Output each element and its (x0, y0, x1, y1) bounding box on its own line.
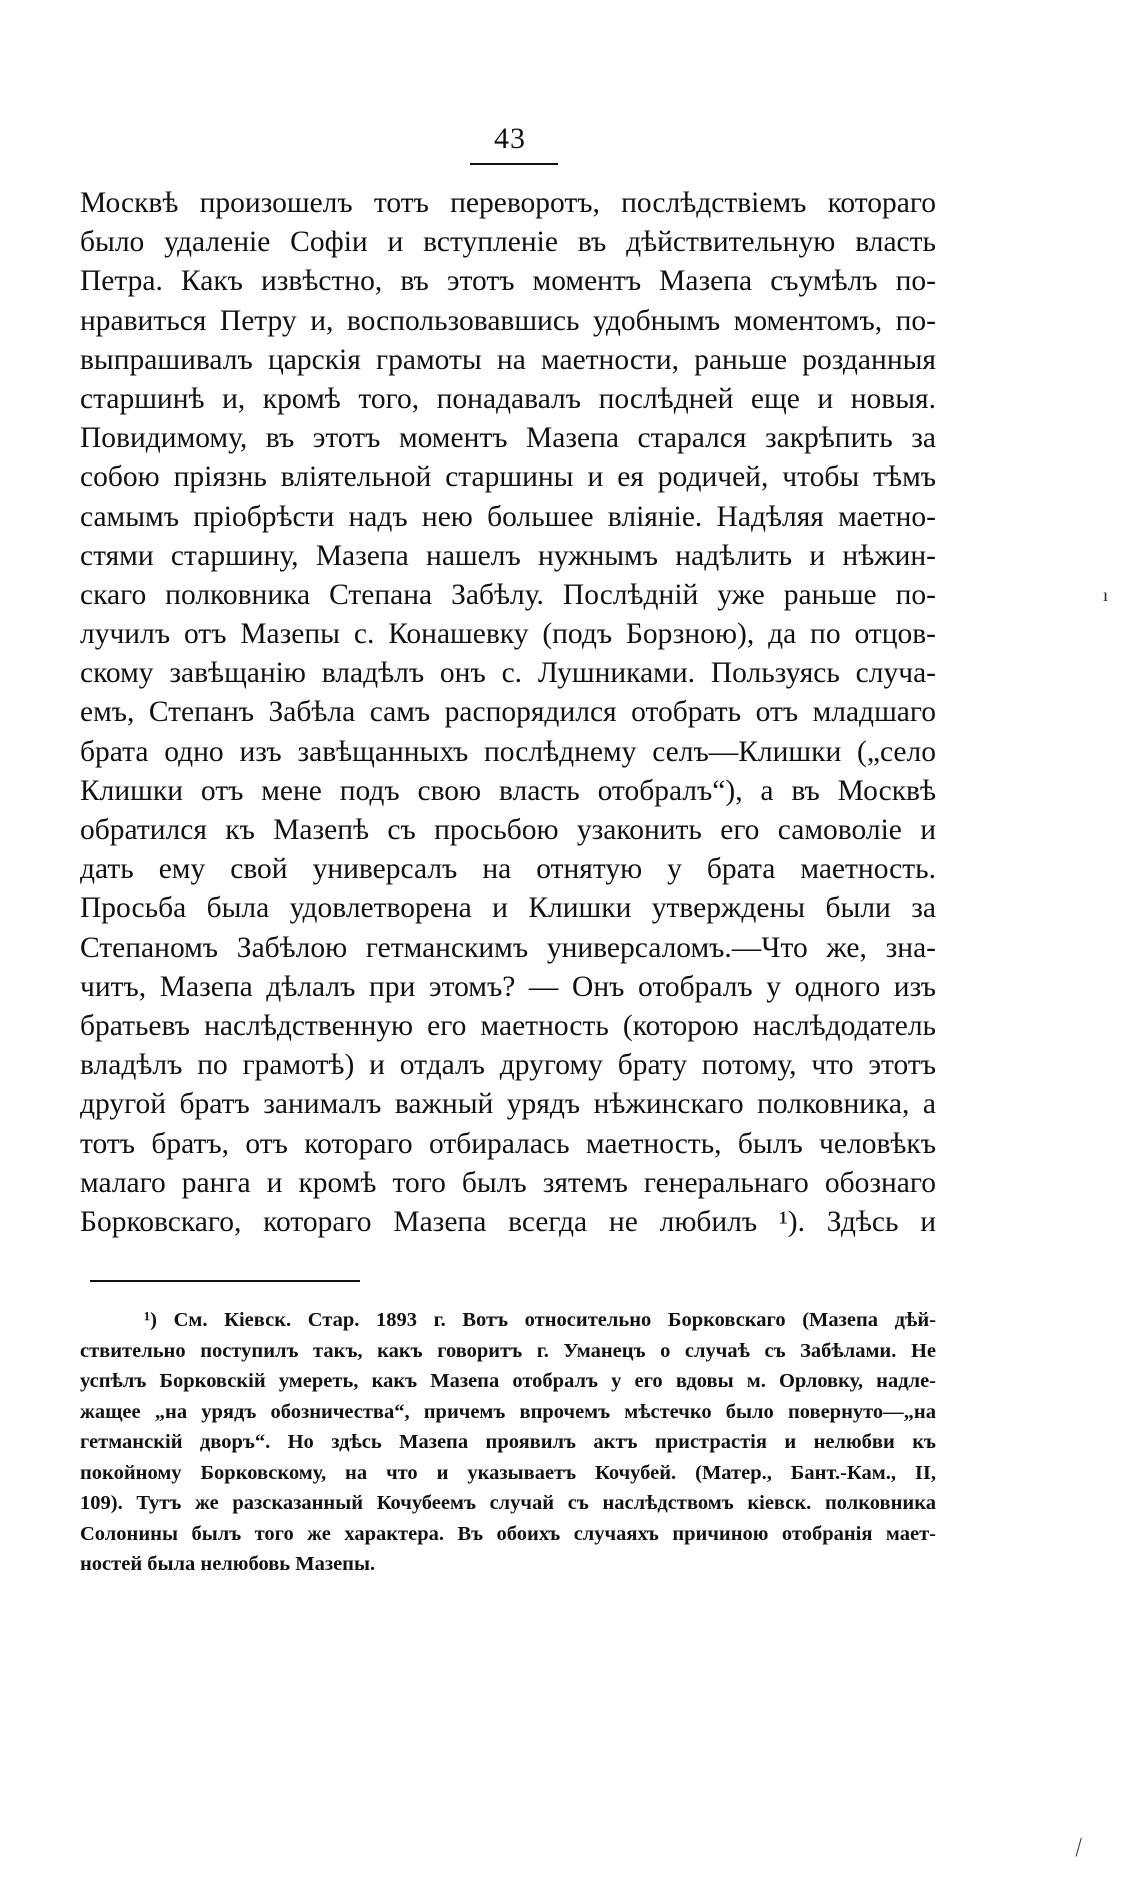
footnote-line: ностей была нелюбовь Мазепы. (80, 1553, 376, 1575)
body-line: емъ, Степанъ Забѣла самъ распорядился отобрать отъ младшаго (80, 696, 936, 729)
body-line: Москвѣ произошелъ тотъ переворотъ, послѣдствіемъ котораго (80, 187, 936, 219)
body-line: читъ, Мазепа дѣлалъ при этомъ? — Онъ отобралъ у одного изъ (80, 970, 936, 1003)
page-number: 43 (494, 122, 526, 155)
body-line: дать ему свой универсалъ на отнятую у брата маетность. (80, 853, 936, 886)
body-line: лучилъ отъ Мазепы с. Конашевку (подъ Борзною), да по отцов- (80, 618, 936, 651)
footnote (80, 1305, 936, 1580)
body-line: тотъ братъ, отъ котораго отбиралась маетность, былъ человѣкъ (80, 1127, 936, 1160)
footnote-line: Солонины былъ того же характера. Въ обоихъ случаяхъ причиною отобранія мает- (80, 1522, 936, 1545)
body-line: Просьба была удовлетворена и Клишки утверждены были за (80, 892, 936, 925)
footnote-line: ствительно поступилъ такъ, какъ говоритъ г. Уманецъ о случаѣ съ Забѣлами. Не (80, 1339, 936, 1362)
body-line: малаго ранга и кромѣ того былъ зятемъ генеральнаго обознаго (80, 1166, 936, 1199)
body-line: скаго полковника Степана Забѣлу. Послѣдній уже раньше по- (80, 578, 936, 611)
body-line: владѣлъ по грамотѣ) и отдалъ другому брату потому, что этотъ (80, 1049, 936, 1082)
footnote-line: ¹) См. Кіевск. Стар. 1893 г. Вотъ относительно Борковскаго (Мазепа дѣй- (144, 1309, 936, 1331)
footnote-separator (90, 1280, 360, 1282)
footnote-line: покойному Борковскому, на что и указываетъ Кочубей. (Матер., Бант.-Кам., II, (80, 1461, 936, 1484)
footnote-line: успѣлъ Борковскій умереть, какъ Мазепа отобралъ у его вдовы м. Орловку, надле- (80, 1370, 936, 1392)
body-line: братьевъ наслѣдственную его маетность (которою наслѣдодатель (80, 1009, 936, 1042)
body-line: Клишки отъ мене подъ свою власть отобралъ“), а въ Москвѣ (80, 774, 936, 807)
body-line: собою пріязнь вліятельной старшины и ея родичей, чтобы тѣмъ (80, 461, 936, 494)
body-line: самымъ пріобрѣсти надъ нею большее вліяніе. Надѣляя маетно- (80, 500, 936, 533)
body-line: скому завѣщанію владѣлъ онъ с. Лушниками. Пользуясь случа- (80, 657, 936, 690)
body-line: брата одно изъ завѣщанныхъ послѣднему селъ—Клишки („село (80, 735, 936, 768)
margin-slash-mark: ⁄ (1072, 1835, 1086, 1861)
body-line: Борковскаго, котораго Мазепа всегда не любилъ ¹). Здѣсь и (80, 1205, 936, 1238)
body-line: старшинѣ и, кромѣ того, понадавалъ послѣдней еще и новыя. (80, 382, 936, 415)
body-line: Петра. Какъ извѣстно, въ этотъ моментъ Мазепа съумѣлъ по- (80, 265, 936, 298)
footnote-line: жащее „на урядъ обозничества“, причемъ впрочемъ мѣстечко было повернуто—„на (80, 1400, 936, 1423)
body-line: Повидимому, въ этотъ моментъ Мазепа старался закрѣпить за (80, 422, 936, 455)
body-line: обратился къ Мазепѣ съ просьбою узаконить его самоволіе и (80, 814, 936, 846)
body-line: выпрашивалъ царскія грамоты на маетности, раньше розданныя (80, 343, 936, 376)
body-line: было удаленіе Софіи и вступленіе въ дѣйствительную власть (80, 226, 936, 259)
body-line: стями старшину, Мазепа нашелъ нужнымъ надѣлить и нѣжин- (80, 539, 936, 572)
margin-tick-mark: ı (1103, 585, 1109, 605)
footnote-line: 109). Тутъ же разсказанный Кочубеемъ случай съ наслѣдствомъ кіевск. полковника (80, 1492, 936, 1514)
page-number-underline (470, 163, 558, 165)
body-line: Степаномъ Забѣлою гетманскимъ универсаломъ.—Что же, зна- (80, 931, 936, 964)
footnote-line: гетманскій дворъ“. Но здѣсь Мазепа проявилъ актъ пристрастія и нелюбви къ (80, 1431, 936, 1453)
body-text (80, 184, 936, 1242)
body-line: другой братъ занималъ важный урядъ нѣжинскаго полковника, а (80, 1088, 936, 1121)
body-line: нравиться Петру и, воспользовавшись удобнымъ моментомъ, по- (80, 304, 936, 337)
